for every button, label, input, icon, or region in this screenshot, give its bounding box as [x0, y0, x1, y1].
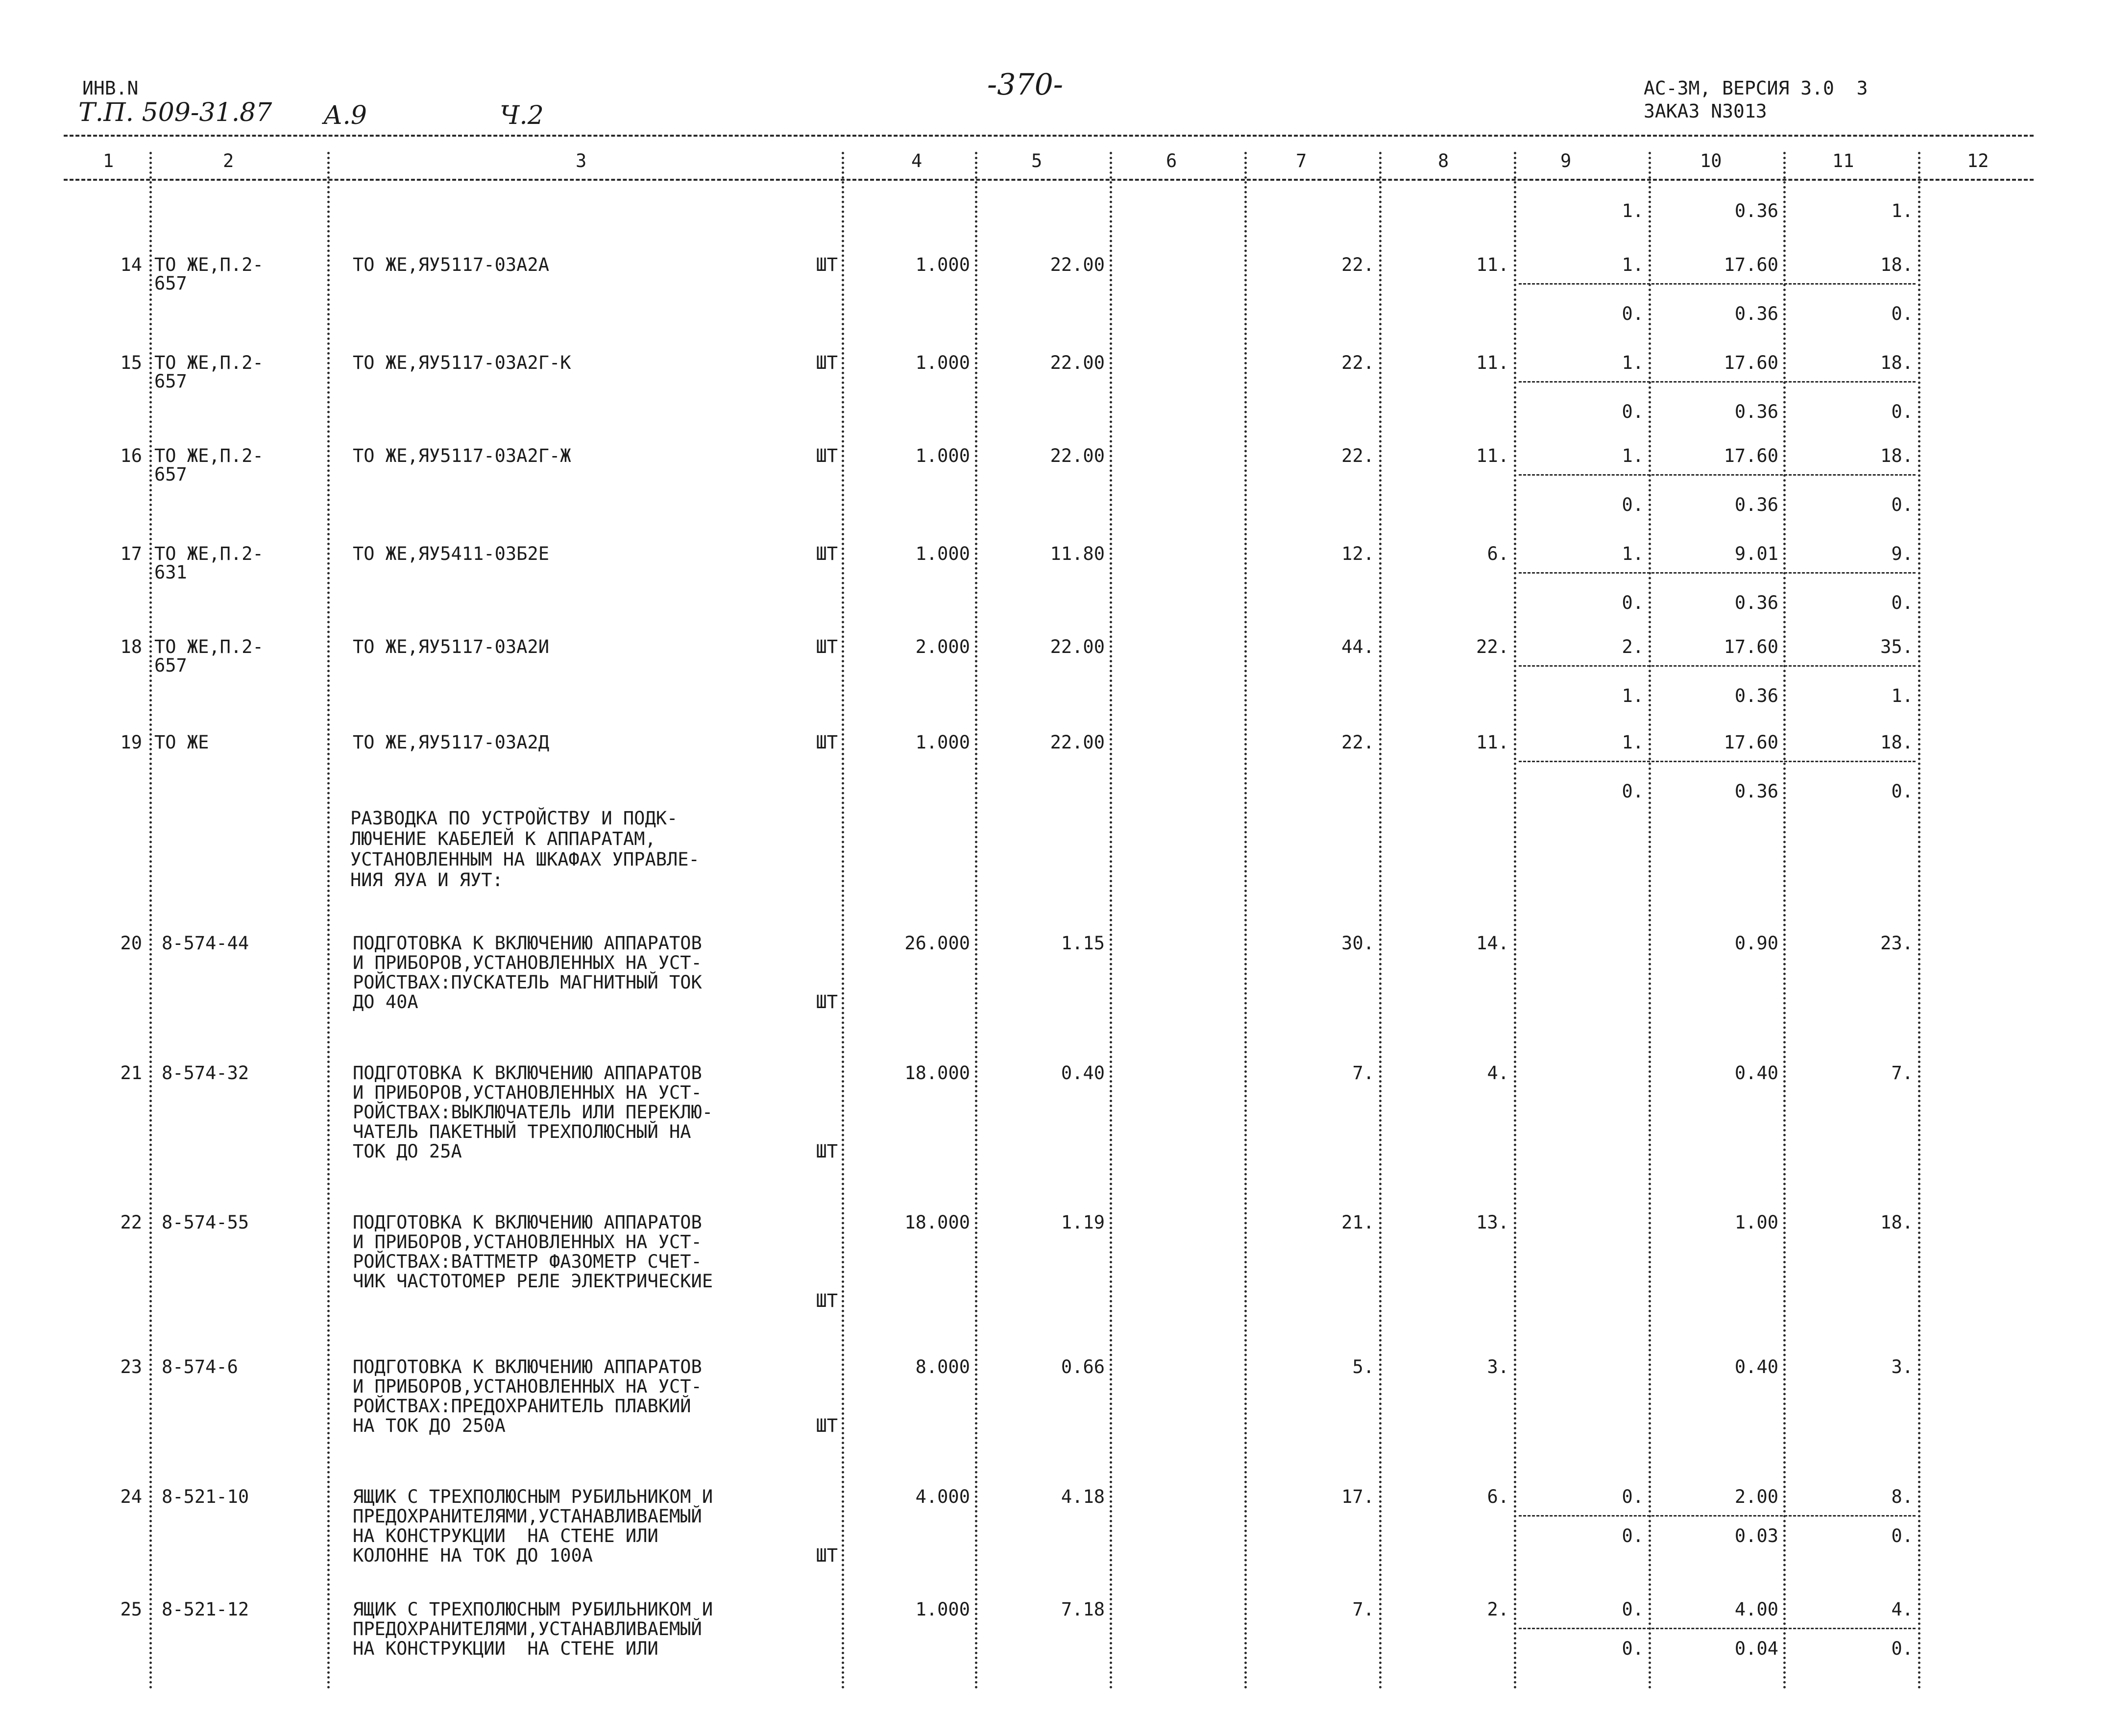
- row-col10: 1.00: [1734, 1212, 1778, 1233]
- row-description-line: И ПРИБОРОВ,УСТАНОВЛЕННЫХ НА УСТ-: [353, 952, 702, 973]
- row-number: 21: [120, 1062, 142, 1084]
- row-col10: 0.90: [1734, 933, 1778, 954]
- row-code: 8-521-12: [162, 1599, 249, 1620]
- row-quantity: 18.000: [904, 1212, 970, 1233]
- column-header-3: 3: [576, 150, 587, 171]
- row-code: 8-574-44: [162, 933, 249, 954]
- carry-col11: 1.: [1891, 200, 1913, 221]
- row-description-line: И ПРИБОРОВ,УСТАНОВЛЕННЫХ НА УСТ-: [353, 1082, 702, 1103]
- row-col11: 9.: [1891, 543, 1913, 564]
- row-col11: 18.: [1880, 732, 1913, 753]
- row-col10: 17.60: [1724, 352, 1778, 373]
- document-reference: Т.П. 509-31.87: [78, 98, 272, 127]
- row-col8: 4.: [1487, 1062, 1509, 1084]
- row-quantity: 18.000: [904, 1062, 970, 1084]
- inventory-label: ИНВ.N: [82, 77, 139, 99]
- subtotal-rule: [1519, 474, 1916, 476]
- row-sub-col10: 0.03: [1734, 1525, 1778, 1546]
- row-number: 14: [120, 254, 142, 275]
- row-code: ТО ЖЕ,П.2-: [154, 352, 264, 373]
- row-price: 1.15: [1061, 933, 1105, 954]
- row-name: ТО ЖЕ,ЯУ5117-03А2Д: [353, 732, 549, 753]
- row-name: ТО ЖЕ,ЯУ5117-03А2А: [353, 254, 549, 275]
- section-title-line: ЛЮЧЕНИЕ КАБЕЛЕЙ К АППАРАТАМ,: [350, 828, 656, 849]
- section-title-line: НИЯ ЯУА И ЯУТ:: [350, 869, 503, 891]
- column-header-6: 6: [1166, 150, 1177, 171]
- row-sub-col9: 0.: [1622, 1525, 1644, 1546]
- row-quantity: 26.000: [904, 933, 970, 954]
- row-number: 16: [120, 445, 142, 466]
- row-description-line: КОЛОННЕ НА ТОК ДО 100А: [353, 1545, 593, 1566]
- row-sub-col11: 0.: [1891, 781, 1913, 802]
- column-separator: [149, 152, 152, 1690]
- section-title-line: УСТАНОВЛЕННЫМ НА ШКАФАХ УПРАВЛЕ-: [350, 849, 700, 870]
- row-code: ТО ЖЕ,П.2-: [154, 543, 264, 564]
- row-col11: 18.: [1880, 352, 1913, 373]
- row-sub-col9: 1.: [1622, 685, 1644, 706]
- row-quantity: 1.000: [915, 352, 970, 373]
- row-col8: 11.: [1476, 254, 1509, 275]
- row-code: ТО ЖЕ: [154, 732, 209, 753]
- row-description-line: ЯЩИК С ТРЕХПОЛЮСНЫМ РУБИЛЬНИКОМ И: [353, 1486, 713, 1507]
- row-col11: 18.: [1880, 445, 1913, 466]
- row-quantity: 8.000: [915, 1356, 970, 1377]
- row-code: ТО ЖЕ,П.2-: [154, 445, 264, 466]
- row-sub-col11: 0.: [1891, 494, 1913, 515]
- row-description-line: РОЙСТВАХ:ВЫКЛЮЧАТЕЛЬ ИЛИ ПЕРЕКЛЮ-: [353, 1102, 713, 1123]
- header-top-rule: [64, 135, 2034, 137]
- row-sub-col10: 0.36: [1734, 494, 1778, 515]
- row-quantity: 4.000: [915, 1486, 970, 1507]
- row-col10: 9.01: [1734, 543, 1778, 564]
- row-col7: 22.: [1341, 445, 1374, 466]
- page-number: -370-: [987, 68, 1064, 102]
- row-col10: 2.00: [1734, 1486, 1778, 1507]
- row-description-line: ПОДГОТОВКА К ВКЛЮЧЕНИЮ АППАРАТОВ: [353, 1212, 702, 1233]
- row-col9: 0.: [1622, 1486, 1644, 1507]
- row-number: 25: [120, 1599, 142, 1620]
- row-number: 15: [120, 352, 142, 373]
- column-separator: [1918, 152, 1920, 1690]
- row-description-line: РОЙСТВАХ:ПУСКАТЕЛЬ МАГНИТНЫЙ ТОК: [353, 972, 702, 993]
- row-unit: ШТ: [816, 991, 838, 1013]
- row-col10: 17.60: [1724, 636, 1778, 657]
- row-code: 8-574-32: [162, 1062, 249, 1084]
- row-col9: 1.: [1622, 254, 1644, 275]
- subtotal-rule: [1519, 283, 1916, 285]
- column-header-5: 5: [1031, 150, 1043, 171]
- row-number: 20: [120, 933, 142, 954]
- column-header-2: 2: [223, 150, 234, 171]
- row-col10: 17.60: [1724, 254, 1778, 275]
- column-header-11: 11: [1832, 150, 1854, 171]
- row-col11: 23.: [1880, 933, 1913, 954]
- row-description-line: ПОДГОТОВКА К ВКЛЮЧЕНИЮ АППАРАТОВ: [353, 1062, 702, 1084]
- carry-col9: 1.: [1622, 200, 1644, 221]
- row-col10: 0.40: [1734, 1356, 1778, 1377]
- column-separator: [1514, 152, 1516, 1690]
- row-quantity: 1.000: [915, 254, 970, 275]
- row-sub-col9: 0.: [1622, 1638, 1644, 1659]
- row-sub-col11: 0.: [1891, 303, 1913, 324]
- column-header-12: 12: [1967, 150, 1989, 171]
- row-unit: ШТ: [816, 732, 838, 753]
- subtotal-rule: [1519, 381, 1916, 383]
- row-unit: ШТ: [816, 636, 838, 657]
- row-unit: ШТ: [816, 1141, 838, 1162]
- row-col8: 11.: [1476, 732, 1509, 753]
- column-header-10: 10: [1700, 150, 1722, 171]
- subtotal-rule: [1519, 1515, 1916, 1517]
- row-code-continued: 657: [154, 273, 187, 294]
- row-quantity: 1.000: [915, 445, 970, 466]
- row-name: ТО ЖЕ,ЯУ5117-03А2Г-К: [353, 352, 571, 373]
- row-col9: 1.: [1622, 732, 1644, 753]
- order-number: ЗАКАЗ N3013: [1644, 100, 1767, 122]
- row-unit: ШТ: [816, 445, 838, 466]
- row-number: 22: [120, 1212, 142, 1233]
- row-sub-col10: 0.36: [1734, 401, 1778, 422]
- row-col7: 17.: [1341, 1486, 1374, 1507]
- row-description-line: ПОДГОТОВКА К ВКЛЮЧЕНИЮ АППАРАТОВ: [353, 1356, 702, 1377]
- row-col11: 18.: [1880, 1212, 1913, 1233]
- row-description-line: РОЙСТВАХ:ПРЕДОХРАНИТЕЛЬ ПЛАВКИЙ: [353, 1396, 691, 1417]
- carry-col10: 0.36: [1734, 200, 1778, 221]
- row-col8: 14.: [1476, 933, 1509, 954]
- row-col11: 18.: [1880, 254, 1913, 275]
- column-header-8: 8: [1438, 150, 1449, 171]
- row-code-continued: 631: [154, 562, 187, 583]
- row-description-line: И ПРИБОРОВ,УСТАНОВЛЕННЫХ НА УСТ-: [353, 1376, 702, 1397]
- column-separator: [1110, 152, 1112, 1690]
- row-col7: 7.: [1352, 1062, 1374, 1084]
- row-col10: 17.60: [1724, 445, 1778, 466]
- row-sub-col9: 0.: [1622, 781, 1644, 802]
- row-col10: 0.40: [1734, 1062, 1778, 1084]
- row-quantity: 1.000: [915, 543, 970, 564]
- row-code-continued: 657: [154, 464, 187, 485]
- section-title-line: РАЗВОДКА ПО УСТРОЙСТВУ И ПОДК-: [350, 808, 678, 829]
- row-col7: 21.: [1341, 1212, 1374, 1233]
- row-col11: 3.: [1891, 1356, 1913, 1377]
- row-number: 19: [120, 732, 142, 753]
- part-number: Ч.2: [500, 101, 544, 130]
- row-name: ТО ЖЕ,ЯУ5117-03А2Г-Ж: [353, 445, 571, 466]
- row-col7: 12.: [1341, 543, 1374, 564]
- row-sub-col10: 0.04: [1734, 1638, 1778, 1659]
- row-sub-col10: 0.36: [1734, 781, 1778, 802]
- row-col8: 6.: [1487, 543, 1509, 564]
- row-unit: ШТ: [816, 1415, 838, 1436]
- row-code: ТО ЖЕ,П.2-: [154, 254, 264, 275]
- row-price: 22.00: [1050, 254, 1105, 275]
- row-col7: 30.: [1341, 933, 1374, 954]
- column-separator: [1649, 152, 1651, 1690]
- row-description-line: ЯЩИК С ТРЕХПОЛЮСНЫМ РУБИЛЬНИКОМ И: [353, 1599, 713, 1620]
- column-separator: [842, 152, 844, 1690]
- row-col7: 5.: [1352, 1356, 1374, 1377]
- row-col7: 22.: [1341, 732, 1374, 753]
- row-name: ТО ЖЕ,ЯУ5117-03А2И: [353, 636, 549, 657]
- row-sub-col11: 0.: [1891, 1638, 1913, 1659]
- row-description-line: РОЙСТВАХ:ВАТТМЕТР ФАЗОМЕТР СЧЕТ-: [353, 1251, 702, 1272]
- row-code: 8-574-55: [162, 1212, 249, 1233]
- row-description-line: ТОК ДО 25А: [353, 1141, 462, 1162]
- row-price: 4.18: [1061, 1486, 1105, 1507]
- row-col10: 17.60: [1724, 732, 1778, 753]
- row-col9: 1.: [1622, 543, 1644, 564]
- row-price: 22.00: [1050, 352, 1105, 373]
- row-sub-col11: 0.: [1891, 1525, 1913, 1546]
- row-unit: ШТ: [816, 1290, 838, 1311]
- row-sub-col9: 0.: [1622, 592, 1644, 613]
- row-price: 0.66: [1061, 1356, 1105, 1377]
- row-price: 22.00: [1050, 445, 1105, 466]
- row-code: ТО ЖЕ,П.2-: [154, 636, 264, 657]
- column-header-7: 7: [1296, 150, 1307, 171]
- row-col8: 13.: [1476, 1212, 1509, 1233]
- row-unit: ШТ: [816, 543, 838, 564]
- row-col10: 4.00: [1734, 1599, 1778, 1620]
- system-version: АС-3М, ВЕРСИЯ 3.0 3: [1644, 77, 1868, 99]
- row-number: 24: [120, 1486, 142, 1507]
- row-description-line: ЧИК ЧАСТОТОМЕР РЕЛЕ ЭЛЕКТРИЧЕСКИЕ: [353, 1271, 713, 1292]
- column-header-4: 4: [911, 150, 922, 171]
- row-col9: 1.: [1622, 445, 1644, 466]
- row-col11: 4.: [1891, 1599, 1913, 1620]
- row-number: 18: [120, 636, 142, 657]
- row-price: 7.18: [1061, 1599, 1105, 1620]
- row-price: 0.40: [1061, 1062, 1105, 1084]
- row-col7: 22.: [1341, 254, 1374, 275]
- column-separator: [1379, 152, 1382, 1690]
- row-col8: 22.: [1476, 636, 1509, 657]
- row-col8: 11.: [1476, 352, 1509, 373]
- row-description-line: ПРЕДОХРАНИТЕЛЯМИ,УСТАНАВЛИВАЕМЫЙ: [353, 1506, 702, 1527]
- row-description-line: ПРЕДОХРАНИТЕЛЯМИ,УСТАНАВЛИВАЕМЫЙ: [353, 1618, 702, 1640]
- row-sub-col9: 0.: [1622, 303, 1644, 324]
- row-col7: 7.: [1352, 1599, 1374, 1620]
- row-price: 11.80: [1050, 543, 1105, 564]
- row-sub-col10: 0.36: [1734, 685, 1778, 706]
- row-price: 1.19: [1061, 1212, 1105, 1233]
- row-sub-col11: 1.: [1891, 685, 1913, 706]
- row-description-line: ПОДГОТОВКА К ВКЛЮЧЕНИЮ АППАРАТОВ: [353, 933, 702, 954]
- subtotal-rule: [1519, 761, 1916, 762]
- column-separator: [1783, 152, 1786, 1690]
- row-number: 23: [120, 1356, 142, 1377]
- row-col8: 6.: [1487, 1486, 1509, 1507]
- row-description-line: ЧАТЕЛЬ ПАКЕТНЫЙ ТРЕХПОЛЮСНЫЙ НА: [353, 1121, 691, 1142]
- row-code-continued: 657: [154, 371, 187, 392]
- column-separator: [1244, 152, 1247, 1690]
- row-code: 8-574-6: [162, 1356, 238, 1377]
- row-sub-col10: 0.36: [1734, 303, 1778, 324]
- row-sub-col9: 0.: [1622, 494, 1644, 515]
- column-header-9: 9: [1560, 150, 1572, 171]
- column-header-1: 1: [103, 150, 114, 171]
- row-col11: 7.: [1891, 1062, 1913, 1084]
- row-description-line: НА ТОК ДО 250А: [353, 1415, 506, 1436]
- row-col8: 2.: [1487, 1599, 1509, 1620]
- row-sub-col9: 0.: [1622, 401, 1644, 422]
- row-quantity: 1.000: [915, 732, 970, 753]
- row-code-continued: 657: [154, 655, 187, 676]
- row-price: 22.00: [1050, 732, 1105, 753]
- row-unit: ШТ: [816, 352, 838, 373]
- row-sub-col11: 0.: [1891, 401, 1913, 422]
- row-sub-col11: 0.: [1891, 592, 1913, 613]
- row-unit: ШТ: [816, 254, 838, 275]
- row-col11: 35.: [1880, 636, 1913, 657]
- subtotal-rule: [1519, 1628, 1916, 1629]
- row-code: 8-521-10: [162, 1486, 249, 1507]
- row-col9: 0.: [1622, 1599, 1644, 1620]
- row-description-line: ДО 40А: [353, 991, 418, 1013]
- album-number: А.9: [323, 101, 367, 130]
- row-quantity: 2.000: [915, 636, 970, 657]
- row-col7: 22.: [1341, 352, 1374, 373]
- row-name: ТО ЖЕ,ЯУ5411-03Б2Е: [353, 543, 549, 564]
- row-description-line: И ПРИБОРОВ,УСТАНОВЛЕННЫХ НА УСТ-: [353, 1231, 702, 1253]
- column-separator: [975, 152, 977, 1690]
- row-col8: 3.: [1487, 1356, 1509, 1377]
- row-col8: 11.: [1476, 445, 1509, 466]
- row-price: 22.00: [1050, 636, 1105, 657]
- subtotal-rule: [1519, 665, 1916, 667]
- row-col11: 8.: [1891, 1486, 1913, 1507]
- row-description-line: НА КОНСТРУКЦИИ НА СТЕНЕ ИЛИ: [353, 1525, 658, 1546]
- row-description-line: НА КОНСТРУКЦИИ НА СТЕНЕ ИЛИ: [353, 1638, 658, 1659]
- row-sub-col10: 0.36: [1734, 592, 1778, 613]
- row-col9: 1.: [1622, 352, 1644, 373]
- row-col7: 44.: [1341, 636, 1374, 657]
- row-quantity: 1.000: [915, 1599, 970, 1620]
- row-unit: ШТ: [816, 1545, 838, 1566]
- row-number: 17: [120, 543, 142, 564]
- row-col9: 2.: [1622, 636, 1644, 657]
- header-bottom-rule: [64, 179, 2034, 181]
- subtotal-rule: [1519, 572, 1916, 574]
